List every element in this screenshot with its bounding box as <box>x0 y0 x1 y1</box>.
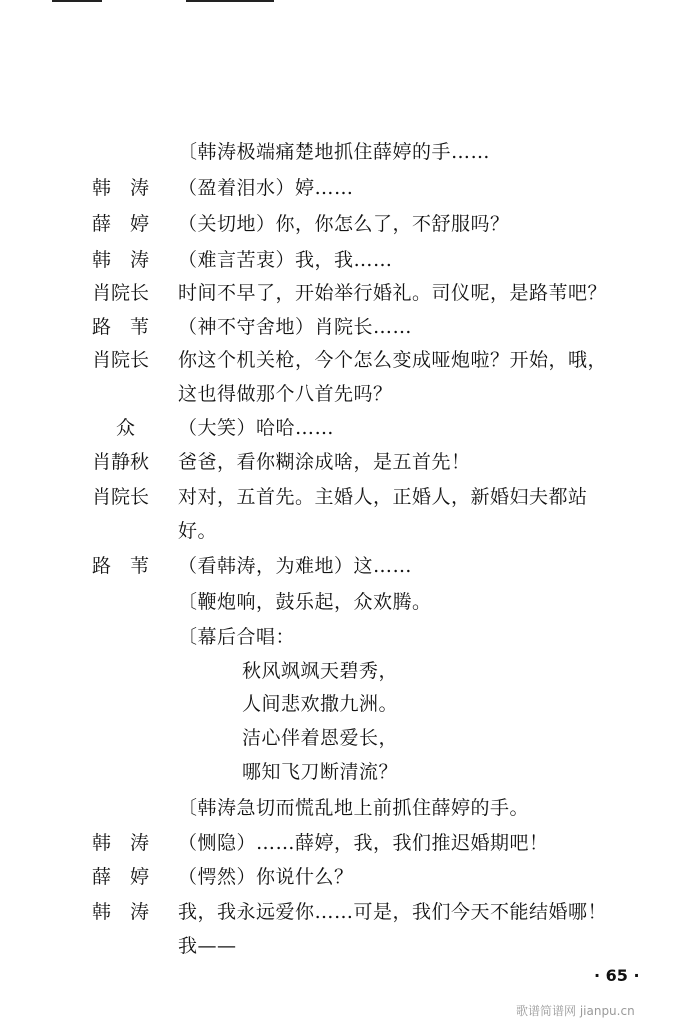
dialogue-text: 对对，五首先。主婚人，正婚人，新婚妇夫都站 <box>178 486 588 508</box>
verse-text: 哪知飞刀断清流？ <box>242 761 399 783</box>
dialogue-line <box>0 895 690 929</box>
speaker-name: 韩 涛 <box>92 832 150 854</box>
continuation-line <box>0 514 690 548</box>
stage-text: 〔鞭炮响，鼓乐起，众欢腾。 <box>178 591 432 613</box>
stage-direction <box>0 585 690 619</box>
stage-text: 〔幕后合唱： <box>178 626 296 648</box>
verse-line <box>0 687 690 721</box>
dialogue-line <box>0 549 690 583</box>
continuation-line <box>0 377 690 411</box>
top-rule-left <box>52 0 102 2</box>
dialogue-line <box>0 171 690 205</box>
speaker-name: 薛 婷 <box>92 213 150 235</box>
speaker-name: 薛 婷 <box>92 866 150 888</box>
verse-line <box>0 654 690 688</box>
dialogue-line <box>0 243 690 277</box>
dialogue-text: （恻隐）……薛婷，我，我们推迟婚期吧！ <box>178 832 549 854</box>
verse-line <box>0 721 690 755</box>
dialogue-text: （神不守舍地）肖院长…… <box>178 316 413 338</box>
continuation-line <box>0 929 690 963</box>
verse-text: 人间悲欢撒九洲。 <box>242 693 399 715</box>
top-rule-right <box>186 0 274 2</box>
verse-text: 洁心伴着恩爱长， <box>242 727 399 749</box>
stage-direction <box>0 135 690 169</box>
dialogue-text: （大笑）哈哈…… <box>178 417 335 439</box>
dialogue-line <box>0 860 690 894</box>
dialogue-text: 这也得做那个八首先吗？ <box>178 383 393 405</box>
watermark: 歌谱简谱网 jianpu.cn <box>516 1004 635 1018</box>
dialogue-line <box>0 207 690 241</box>
verse-line <box>0 755 690 789</box>
speaker-name: 韩 涛 <box>92 249 150 271</box>
dialogue-text: 爸爸，看你糊涂成啥，是五首先！ <box>178 451 471 473</box>
speaker-name: 韩 涛 <box>92 901 150 923</box>
speaker-name: 众 <box>116 417 136 439</box>
dialogue-line <box>0 826 690 860</box>
speaker-name: 肖院长 <box>92 282 150 304</box>
dialogue-line <box>0 480 690 514</box>
stage-direction <box>0 791 690 825</box>
stage-direction <box>0 620 690 654</box>
speaker-name: 肖静秋 <box>92 451 150 473</box>
dialogue-line <box>0 276 690 310</box>
speaker-name: 肖院长 <box>92 349 150 371</box>
dialogue-text: （盈着泪水）婷…… <box>178 177 354 199</box>
dialogue-line <box>0 310 690 344</box>
dialogue-text: （关切地）你，你怎么了，不舒服吗？ <box>178 213 510 235</box>
speaker-name: 肖院长 <box>92 486 150 508</box>
dialogue-text: 时间不早了，开始举行婚礼。司仪呢，是路苇吧？ <box>178 282 608 304</box>
page-number: · 65 · <box>594 966 640 985</box>
speaker-name: 韩 涛 <box>92 177 150 199</box>
stage-text: 〔韩涛急切而慌乱地上前抓住薛婷的手。 <box>178 797 530 819</box>
verse-text: 秋风飒飒天碧秀， <box>242 660 399 682</box>
dialogue-text: 我—— <box>178 935 237 957</box>
dialogue-text: 我，我永远爱你……可是，我们今天不能结婚哪！ <box>178 901 608 923</box>
dialogue-text: 你这个机关枪，今个怎么变成哑炮啦？开始，哦， <box>178 349 608 371</box>
speaker-name: 路 苇 <box>92 555 150 577</box>
stage-text: 〔韩涛极端痛楚地抓住薛婷的手…… <box>178 141 491 163</box>
dialogue-text: （愕然）你说什么？ <box>178 866 354 888</box>
speaker-name: 路 苇 <box>92 316 150 338</box>
dialogue-line <box>0 411 690 445</box>
dialogue-line <box>0 343 690 377</box>
dialogue-text: 好。 <box>178 520 218 542</box>
dialogue-text: （看韩涛，为难地）这…… <box>178 555 413 577</box>
dialogue-text: （难言苦衷）我，我…… <box>178 249 393 271</box>
dialogue-line <box>0 445 690 479</box>
